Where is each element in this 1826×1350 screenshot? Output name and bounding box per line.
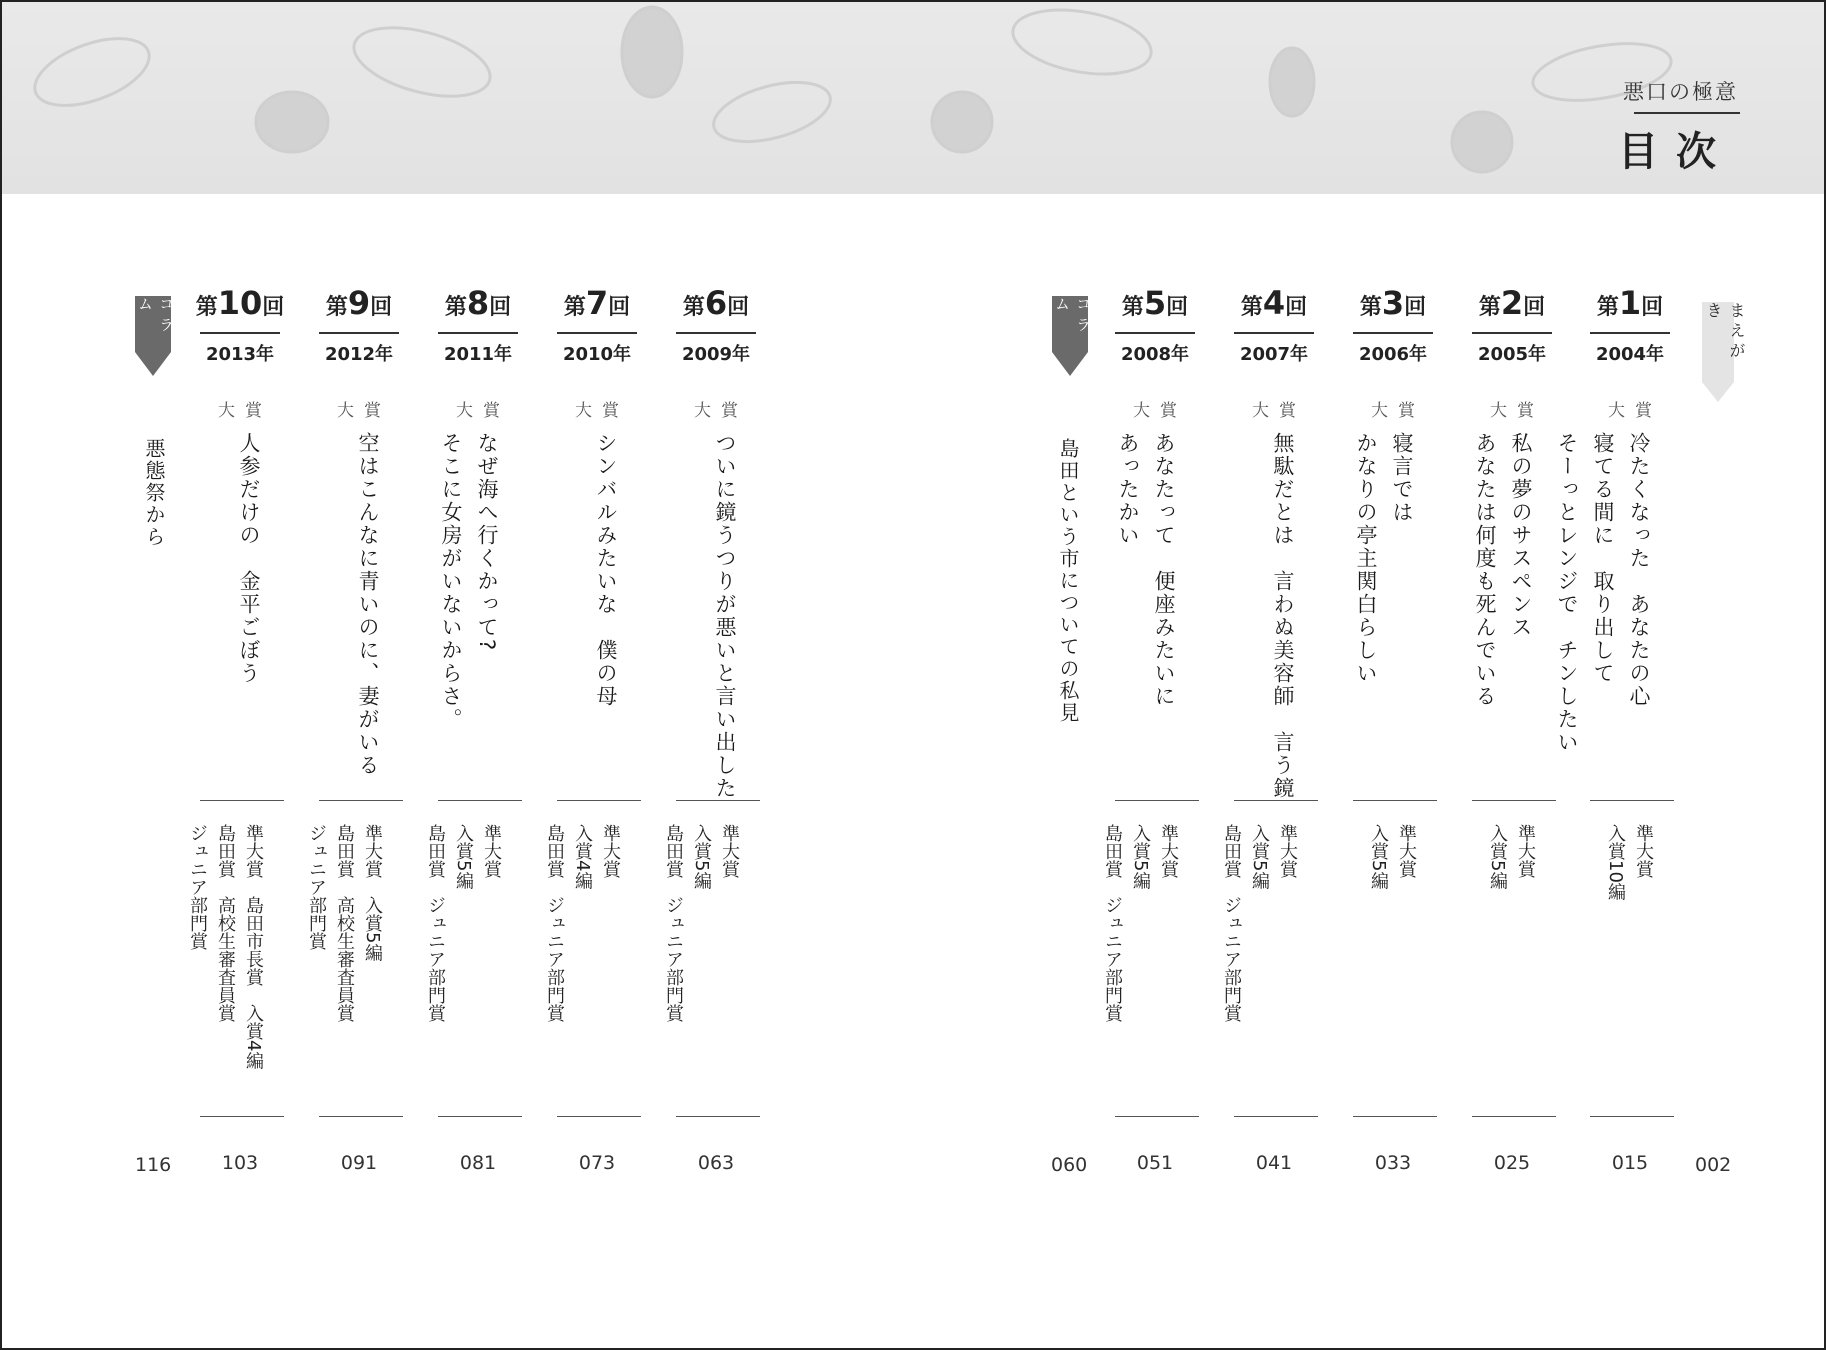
episode-heading: 第10回 [195,284,285,322]
award-label: 大賞 [575,401,629,421]
tab-pointer [135,352,171,376]
episode-year: 2005年 [1477,344,1547,365]
book-title: 悪口の極意 [1623,80,1738,104]
grand-prize-text: なぜ海へ行くかって? そこに女房がいないからさ。 [439,432,499,731]
episode-heading: 第1回 [1596,284,1664,322]
other-awards: 準大賞 入賞5編 島田賞 ジュニア部門賞 [1221,824,1298,1022]
episode-heading: 第2回 [1478,284,1546,322]
award-label: 大賞 [1252,401,1306,421]
episode-year: 2010年 [562,344,632,365]
page-number: 041 [1255,1152,1293,1174]
episode-year: 2012年 [324,344,394,365]
page-number: 081 [459,1152,497,1174]
preface-label: まえがき [1704,302,1746,362]
episode-heading: 第9回 [325,284,393,322]
page-number: 051 [1136,1152,1174,1174]
page-number: 073 [578,1152,616,1174]
award-label: 大賞 [218,401,272,421]
other-awards: 準大賞 入賞5編 島田賞 ジュニア部門賞 [1102,824,1179,1022]
other-awards: 準大賞 島田市長賞 入賞4編 島田賞 高校生審査員賞 ジュニア部門賞 [187,824,264,1070]
grand-prize-text: シンバルみたいな 僕の母 [594,432,618,708]
tab-pointer [1052,352,1088,376]
preface-tab[interactable] [1702,292,1746,402]
page-number: 025 [1493,1152,1531,1174]
award-label: 大賞 [337,401,391,421]
tab-pointer [1702,382,1734,402]
award-label: 大賞 [1608,401,1662,421]
grand-prize-text: 寝言では かなりの亭主関白らしい [1354,432,1414,685]
other-awards: 準大賞 入賞10編 [1605,824,1654,901]
episode-heading: 第5回 [1121,284,1189,322]
preface-page: 002 [1695,1154,1732,1176]
episode-year: 2009年 [681,344,751,365]
episode-year: 2007年 [1239,344,1309,365]
episode-heading: 第7回 [563,284,631,322]
grand-prize-text: 冷たくなった あなたの心 寝てる間に 取り出して そーっとレンジで チンしたい [1555,432,1651,754]
grand-prize-text: 空はこんなに青いのに、妻がいる [356,432,380,777]
episode-heading: 第6回 [682,284,750,322]
column-title-left: 悪態祭から [142,438,166,548]
grand-prize-text: あなたって 便座みたいに あったかい [1116,432,1176,708]
award-label: 大賞 [1490,401,1544,421]
episode-heading: 第3回 [1359,284,1427,322]
column-page-left: 116 [135,1154,172,1176]
award-label: 大賞 [694,401,748,421]
grand-prize-text: 無駄だとは 言わぬ美容師 言う鏡 [1271,432,1295,800]
decorative-banner [2,2,1824,194]
episode-year: 2004年 [1595,344,1665,365]
other-awards: 準大賞 入賞4編 島田賞 ジュニア部門賞 [544,824,621,1022]
award-label: 大賞 [1371,401,1425,421]
title-divider [1634,112,1740,114]
episode-year: 2011年 [443,344,513,365]
grand-prize-text: 私の夢のサスペンス あなたは何度も死んでいる [1473,432,1533,708]
episode-year: 2006年 [1358,344,1428,365]
other-awards: 準大賞 入賞5編 島田賞 ジュニア部門賞 [663,824,740,1022]
other-awards: 準大賞 入賞5編 島田賞 ジュニア部門賞 [425,824,502,1022]
episode-heading: 第4回 [1240,284,1308,322]
toc-title: 目次 [1618,129,1734,175]
column-tab-left[interactable] [135,290,175,376]
page-number: 033 [1374,1152,1412,1174]
column-label: コラム [136,296,175,338]
other-awards: 準大賞 入賞5編 [1487,824,1536,890]
page-number: 015 [1611,1152,1649,1174]
column-title-right: 島田という市についての私見 [1056,438,1080,724]
page-number: 063 [697,1152,735,1174]
episode-year: 2013年 [205,344,275,365]
page-number: 091 [340,1152,378,1174]
other-awards: 準大賞 入賞5編 [1368,824,1417,890]
award-label: 大賞 [1133,401,1187,421]
grand-prize-text: ついに鏡うつりが悪いと言い出した [713,432,737,800]
page-number: 103 [221,1152,259,1174]
other-awards: 準大賞 入賞5編 島田賞 高校生審査員賞 ジュニア部門賞 [306,824,383,1022]
column-page-right: 060 [1051,1154,1088,1176]
award-label: 大賞 [456,401,510,421]
column-tab-right[interactable] [1052,290,1092,376]
grand-prize-text: 人参だけの 金平ごぼう [237,432,261,685]
episode-heading: 第8回 [444,284,512,322]
column-label: コラム [1053,296,1092,338]
leaf-pattern-icon [2,2,1826,194]
episode-year: 2008年 [1120,344,1190,365]
